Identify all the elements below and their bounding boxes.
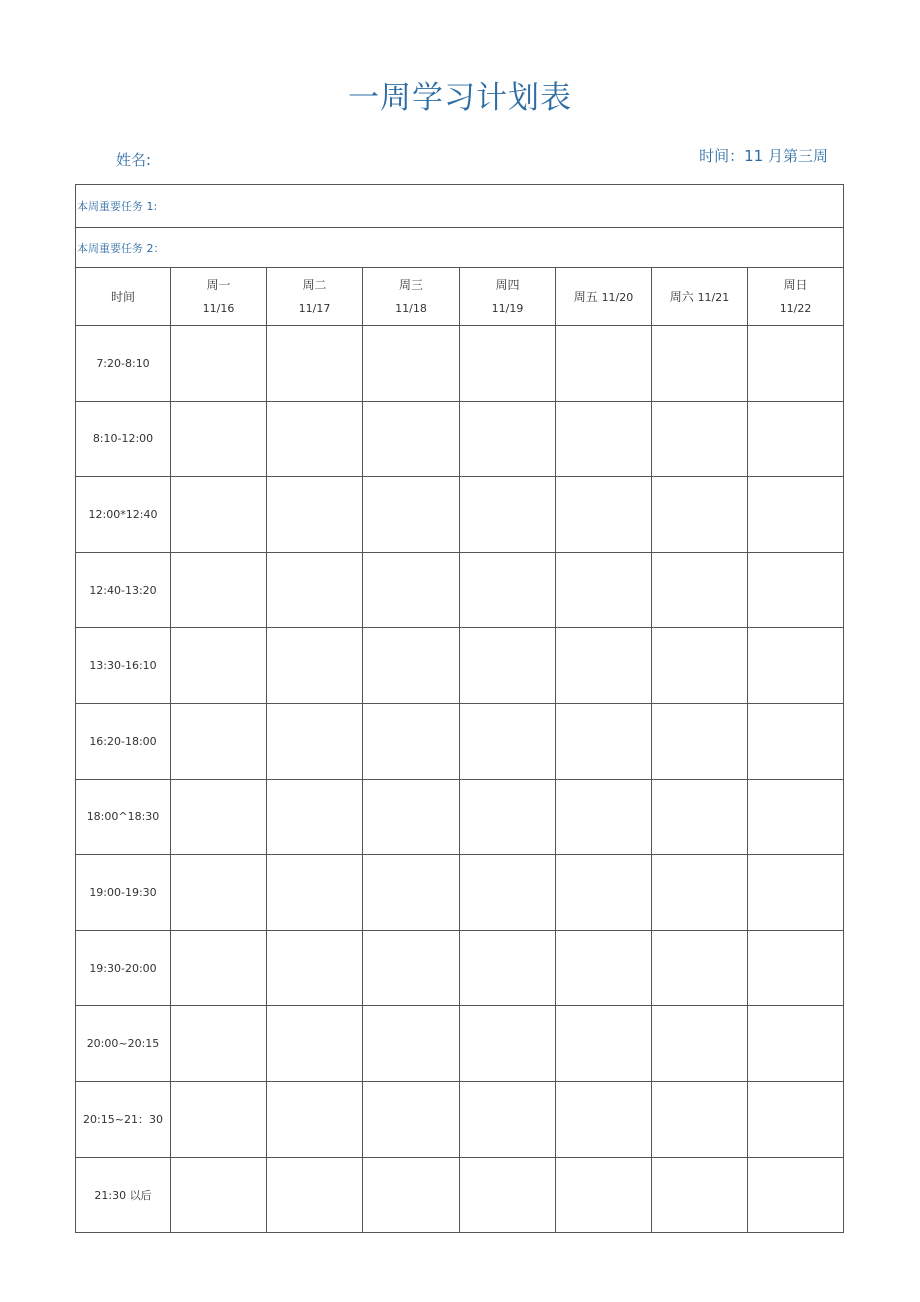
plan-cell[interactable] [652, 930, 748, 1006]
plan-cell[interactable] [363, 477, 460, 553]
time-header: 时间 [76, 268, 171, 326]
time-slot-rows [76, 326, 844, 1233]
plan-cell[interactable] [460, 703, 556, 779]
plan-cell[interactable] [460, 552, 556, 628]
plan-cell[interactable] [652, 628, 748, 704]
time-slot-label: 7:20-8:10 [76, 326, 171, 402]
time-slot-row [76, 1157, 844, 1233]
time-slot-label: 12:40-13:20 [76, 552, 171, 628]
time-slot-row [76, 930, 844, 1006]
plan-cell[interactable] [267, 477, 363, 553]
plan-cell[interactable] [171, 855, 267, 931]
time-slot-row [76, 477, 844, 553]
plan-cell[interactable] [363, 552, 460, 628]
plan-cell[interactable] [748, 703, 844, 779]
plan-cell[interactable] [556, 855, 652, 931]
time-slot-row [76, 855, 844, 931]
plan-cell[interactable] [748, 477, 844, 553]
plan-cell[interactable] [267, 1157, 363, 1233]
plan-cell[interactable] [652, 326, 748, 402]
plan-cell[interactable] [556, 401, 652, 477]
day-date: 11/17 [298, 301, 331, 315]
plan-cell[interactable] [748, 855, 844, 931]
day-name: 周一 [206, 277, 231, 292]
plan-cell[interactable] [460, 401, 556, 477]
plan-cell[interactable] [267, 703, 363, 779]
day-name: 周六 [669, 290, 694, 304]
day-header-sun [748, 268, 844, 326]
plan-cell[interactable] [171, 703, 267, 779]
plan-cell[interactable] [556, 1006, 652, 1082]
plan-cell[interactable] [460, 1006, 556, 1082]
plan-cell[interactable] [363, 628, 460, 704]
day-header-thu [460, 268, 556, 326]
task-row-1 [76, 185, 844, 228]
time-slot-row [76, 401, 844, 477]
plan-cell[interactable] [652, 477, 748, 553]
plan-cell[interactable] [171, 1157, 267, 1233]
day-header-tue [267, 268, 363, 326]
plan-cell[interactable] [171, 930, 267, 1006]
day-date: 11/21 [697, 291, 730, 304]
time-slot-row [76, 779, 844, 855]
task-1-cell[interactable]: 本周重要任务 1: [76, 185, 844, 228]
plan-cell[interactable] [748, 930, 844, 1006]
plan-cell[interactable] [460, 1157, 556, 1233]
time-slot-label: 20:15~21：30 [76, 1081, 171, 1157]
date-label: 时间：11 月第三周 [699, 147, 828, 165]
day-date: 11/18 [395, 301, 427, 315]
plan-cell[interactable] [267, 401, 363, 477]
time-slot-row [76, 703, 844, 779]
time-slot-row [76, 628, 844, 704]
plan-cell[interactable] [171, 628, 267, 704]
plan-cell[interactable] [652, 1006, 748, 1082]
day-header-wed [363, 268, 460, 326]
plan-cell[interactable] [556, 930, 652, 1006]
plan-cell[interactable] [267, 628, 363, 704]
day-name: 周三 [398, 277, 423, 292]
plan-cell[interactable] [267, 326, 363, 402]
plan-cell[interactable] [267, 930, 363, 1006]
time-slot-label: 19:30-20:00 [76, 930, 171, 1006]
plan-cell[interactable] [460, 930, 556, 1006]
page-title: 一周学习计划表 [348, 80, 572, 116]
plan-cell[interactable] [652, 703, 748, 779]
plan-cell[interactable] [748, 552, 844, 628]
day-name: 周四 [495, 277, 520, 292]
plan-cell[interactable] [363, 779, 460, 855]
plan-cell[interactable] [363, 401, 460, 477]
plan-cell[interactable] [460, 628, 556, 704]
plan-cell[interactable] [460, 779, 556, 855]
time-slot-label: 21:30 以后 [76, 1157, 171, 1233]
plan-cell[interactable] [748, 401, 844, 477]
plan-cell[interactable] [363, 703, 460, 779]
plan-cell[interactable] [556, 628, 652, 704]
plan-cell[interactable] [363, 855, 460, 931]
plan-cell[interactable] [556, 552, 652, 628]
plan-cell[interactable] [556, 1157, 652, 1233]
plan-cell[interactable] [460, 855, 556, 931]
time-slot-label: 20:00~20:15 [76, 1006, 171, 1082]
plan-cell[interactable] [460, 326, 556, 402]
day-date: 11/19 [491, 301, 524, 315]
plan-cell[interactable] [748, 1081, 844, 1157]
plan-cell[interactable] [171, 1006, 267, 1082]
plan-cell[interactable] [556, 703, 652, 779]
plan-cell[interactable] [748, 1006, 844, 1082]
plan-cell[interactable] [171, 1081, 267, 1157]
plan-cell[interactable] [748, 1157, 844, 1233]
task-row-2 [76, 228, 844, 268]
plan-cell[interactable] [363, 930, 460, 1006]
plan-cell[interactable] [460, 477, 556, 553]
plan-cell[interactable] [460, 1081, 556, 1157]
plan-cell[interactable] [556, 1081, 652, 1157]
plan-cell[interactable] [652, 855, 748, 931]
plan-cell[interactable] [171, 779, 267, 855]
time-slot-row [76, 326, 844, 402]
plan-cell[interactable] [748, 326, 844, 402]
day-name: 周二 [302, 277, 327, 292]
plan-cell[interactable] [748, 779, 844, 855]
plan-cell[interactable] [652, 1081, 748, 1157]
plan-cell[interactable] [363, 1081, 460, 1157]
time-slot-row [76, 552, 844, 628]
time-slot-label: 18:00^18:30 [76, 779, 171, 855]
day-header-mon [171, 268, 267, 326]
plan-cell[interactable] [267, 779, 363, 855]
day-date: 11/22 [779, 301, 812, 315]
time-slot-row [76, 1081, 844, 1157]
plan-cell[interactable] [363, 1006, 460, 1082]
day-date: 11/20 [601, 291, 634, 304]
plan-cell[interactable] [267, 855, 363, 931]
day-name: 周日 [783, 277, 808, 292]
plan-cell[interactable] [363, 1157, 460, 1233]
plan-cell[interactable] [267, 552, 363, 628]
day-date: 11/16 [202, 301, 235, 315]
time-slot-label: 16:20-18:00 [76, 703, 171, 779]
plan-cell[interactable] [171, 477, 267, 553]
time-slot-label: 19:00-19:30 [76, 855, 171, 931]
plan-cell[interactable] [171, 552, 267, 628]
time-slot-label: 12:00*12:40 [76, 477, 171, 553]
plan-cell[interactable] [267, 1006, 363, 1082]
plan-cell[interactable] [652, 1157, 748, 1233]
day-name: 周五 [573, 290, 598, 304]
weekly-plan-table [75, 184, 844, 1233]
plan-cell[interactable] [171, 401, 267, 477]
plan-cell[interactable] [652, 552, 748, 628]
plan-cell[interactable] [556, 326, 652, 402]
header-row [76, 268, 844, 326]
day-header-fri [556, 268, 652, 326]
day-header-sat [652, 268, 748, 326]
time-slot-label: 8:10-12:00 [76, 401, 171, 477]
name-label: 姓名: [116, 151, 152, 169]
plan-cell[interactable] [363, 326, 460, 402]
plan-cell[interactable] [267, 1081, 363, 1157]
time-slot-row [76, 1006, 844, 1082]
time-slot-label: 13:30-16:10 [76, 628, 171, 704]
plan-cell[interactable] [556, 779, 652, 855]
plan-cell[interactable] [748, 628, 844, 704]
plan-cell[interactable] [556, 477, 652, 553]
plan-cell[interactable] [652, 779, 748, 855]
plan-cell[interactable] [171, 326, 267, 402]
task-2-cell[interactable]: 本周重要任务 2： [76, 228, 844, 268]
plan-cell[interactable] [652, 401, 748, 477]
